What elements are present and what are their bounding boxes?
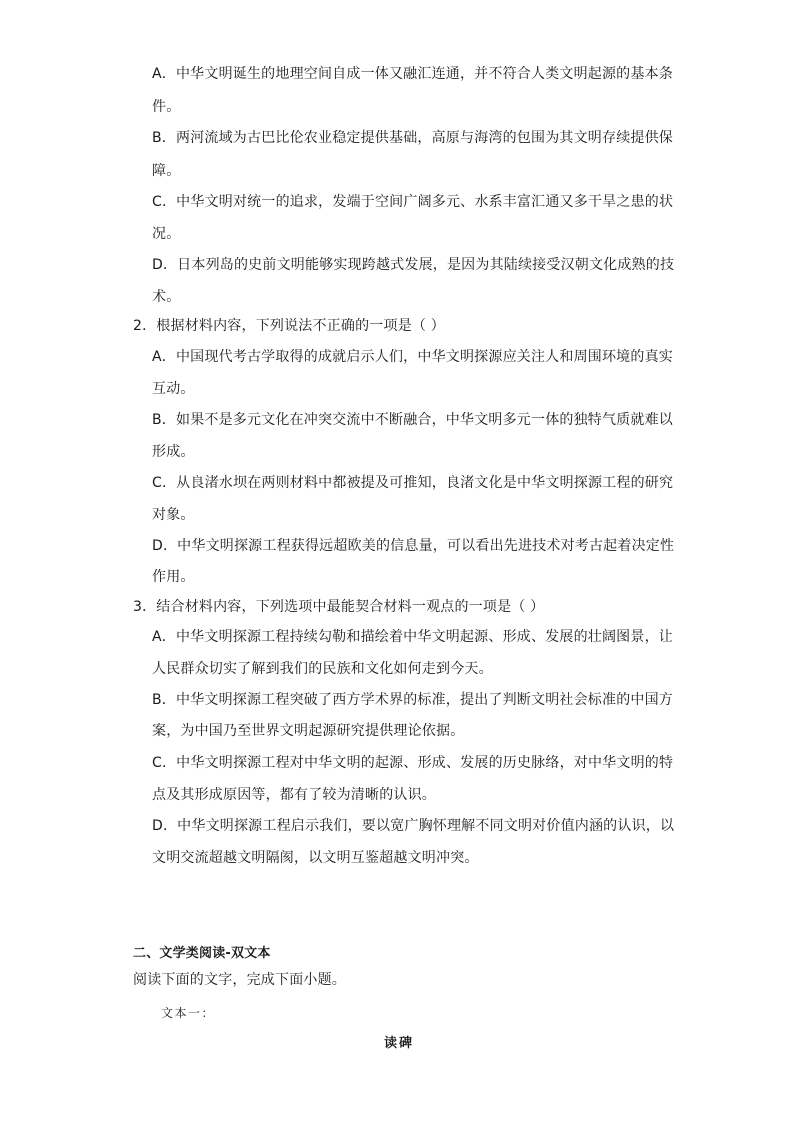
q1-option-d-line2: 术。 [152,289,181,305]
q3-option-a-line2: 人民群众切实了解到我们的民族和文化如何走到今天。 [152,661,493,677]
text-one-label: 文本一： [161,1006,216,1020]
q1-option-b-line1: B．两河流域为古巴比伦农业稳定提供基础，高原与海湾的包围为其文明存续提供保 [152,130,674,146]
q2-stem: 2．根据材料内容，下列说法不正确的一项是（ ） [133,318,445,334]
q3-option-b-line2: 案，为中国乃至世界文明起源研究提供理论依据。 [152,723,465,739]
q3-option-c-line1: C．中华文明探源工程对中华文明的起源、形成、发展的历史脉络，对中华文明的特 [152,755,674,771]
q2-option-a-line2: 互动。 [152,381,195,397]
q2-option-b-line1: B．如果不是多元文化在冲突交流中不断融合，中华文明多元一体的独特气质就难以 [152,412,674,428]
q1-option-c-line2: 况。 [152,226,181,242]
q3-option-d-line2: 文明交流超越文明隔阂，以文明互鉴超越文明冲突。 [152,850,479,866]
q3-option-c-line2: 点及其形成原因等，都有了较为清晰的认识。 [152,787,436,803]
q3-stem: 3．结合材料内容，下列选项中最能契合材料一观点的一项是（ ） [133,599,545,615]
q2-option-c-line1: C．从良渚水坝在两则材料中都被提及可推知，良渚文化是中华文明探源工程的研究 [152,475,674,491]
q1-option-c-line1: C．中华文明对统一的追求，发端于空间广阔多元、水系丰富汇通又多干旱之患的状 [152,194,674,210]
passage-title: 读碑 [384,1036,415,1051]
q3-option-d-line1: D．中华文明探源工程启示我们，要以宽广胸怀理解不同文明对价值内涵的认识，以 [152,818,675,834]
q2-option-a-line1: A．中国现代考古学取得的成就启示人们，中华文明探源应关注人和周围环境的真实 [152,349,673,365]
section-heading: 二、文学类阅读-双文本 [133,946,271,961]
q3-option-b-line1: B．中华文明探源工程突破了西方学术界的标准，提出了判断文明社会标准的中国方 [152,692,674,708]
q2-option-d-line1: D．中华文明探源工程获得远超欧美的信息量，可以看出先进技术对考古起着决定性 [152,538,675,554]
q1-option-a-line1: A．中华文明诞生的地理空间自成一体又融汇连通，并不符合人类文明起源的基本条 [152,66,673,82]
q1-option-b-line2: 障。 [152,163,181,179]
q1-option-a-line2: 件。 [152,99,181,115]
q2-option-b-line2: 形成。 [152,444,195,460]
q2-option-c-line2: 对象。 [152,507,195,523]
q3-option-a-line1: A．中华文明探源工程持续勾勒和描绘着中华文明起源、形成、发展的壮阔图景，让 [152,629,673,645]
section-instruction: 阅读下面的文字，完成下面小题。 [133,972,346,988]
q2-option-d-line2: 作用。 [152,569,195,585]
q1-option-d-line1: D．日本列岛的史前文明能够实现跨越式发展，是因为其陆续接受汉朝文化成熟的技 [152,257,675,273]
